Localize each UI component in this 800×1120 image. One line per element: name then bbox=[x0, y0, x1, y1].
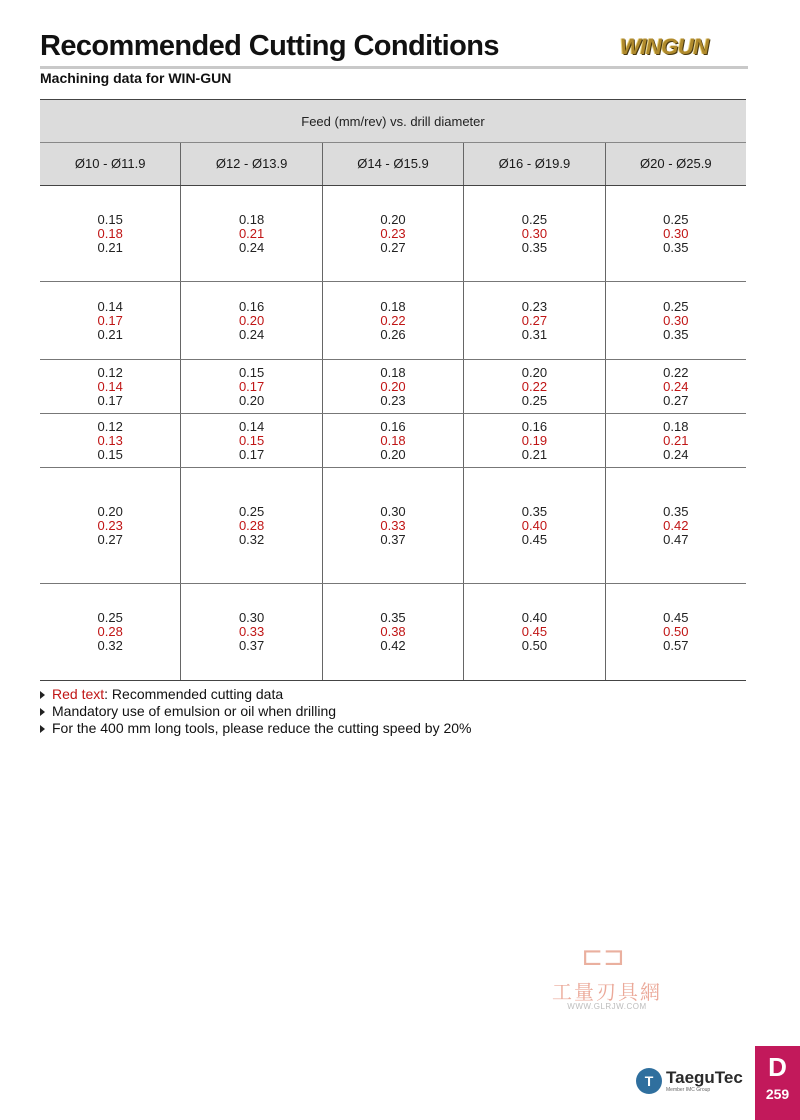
recommended-feed-value: 0.20 bbox=[238, 312, 265, 328]
feed-value: 0.25 bbox=[521, 211, 548, 227]
feed-value: 0.20 bbox=[521, 364, 548, 380]
feed-value: 0.35 bbox=[663, 326, 689, 342]
table-cell bbox=[606, 414, 746, 467]
recommended-feed-value: 0.28 bbox=[238, 517, 265, 533]
feed-value: 0.21 bbox=[97, 239, 123, 255]
page-number: 259 bbox=[765, 1086, 790, 1102]
watermark-logo-icon: ⊏⊐ bbox=[581, 942, 625, 972]
feed-value: 0.18 bbox=[663, 418, 689, 434]
feed-value: 0.42 bbox=[380, 638, 406, 653]
page-subtitle: Machining data for WIN-GUN bbox=[40, 70, 232, 86]
feed-value: 0.25 bbox=[663, 211, 689, 227]
table-cell bbox=[181, 360, 322, 413]
note-text: Mandatory use of emulsion or oil when drilling bbox=[52, 703, 337, 719]
feed-value: 0.45 bbox=[663, 610, 689, 625]
feed-value: 0.24 bbox=[238, 239, 265, 255]
recommended-feed-value: 0.28 bbox=[97, 624, 123, 639]
note-item bbox=[40, 720, 471, 737]
recommended-feed-value: 0.17 bbox=[97, 312, 123, 328]
feed-value: 0.32 bbox=[238, 531, 265, 547]
feed-value: 0.17 bbox=[238, 446, 265, 462]
feed-value: 0.12 bbox=[97, 418, 123, 434]
feed-value: 0.23 bbox=[521, 298, 548, 314]
recommended-feed-value: 0.30 bbox=[521, 225, 548, 241]
feed-value: 0.37 bbox=[380, 531, 406, 547]
red-text-label: Red text bbox=[52, 686, 105, 702]
recommended-feed-value: 0.18 bbox=[380, 432, 406, 448]
recommended-feed-value: 0.21 bbox=[663, 432, 689, 448]
feed-value: 0.16 bbox=[238, 298, 265, 314]
feed-value: 0.45 bbox=[521, 531, 548, 547]
notes-list bbox=[40, 686, 471, 737]
table-cell bbox=[40, 186, 181, 281]
table-row bbox=[40, 360, 746, 414]
recommended-feed-value: 0.50 bbox=[663, 624, 689, 639]
feed-value: 0.15 bbox=[97, 211, 123, 227]
feed-value: 0.25 bbox=[521, 392, 548, 408]
table-body bbox=[40, 186, 746, 680]
recommended-feed-value: 0.23 bbox=[380, 225, 406, 241]
brand-name: TaeguTec bbox=[666, 1067, 743, 1087]
feed-value: 0.21 bbox=[521, 446, 548, 462]
feed-value: 0.35 bbox=[380, 610, 406, 625]
table-cell bbox=[464, 282, 605, 359]
recommended-feed-value: 0.18 bbox=[97, 225, 123, 241]
feed-value: 0.47 bbox=[663, 531, 689, 547]
feed-value: 0.18 bbox=[238, 211, 265, 227]
column-header: Ø10 - Ø11.9 bbox=[40, 143, 181, 185]
table-cell bbox=[323, 468, 464, 583]
table-cell bbox=[181, 414, 322, 467]
feed-value: 0.20 bbox=[238, 392, 265, 408]
feed-value: 0.16 bbox=[521, 418, 548, 434]
feed-table bbox=[40, 99, 746, 681]
feed-value: 0.25 bbox=[663, 298, 689, 314]
table-cell bbox=[181, 468, 322, 583]
feed-value: 0.17 bbox=[97, 392, 123, 408]
table-cell bbox=[464, 468, 605, 583]
recommended-feed-value: 0.38 bbox=[380, 624, 406, 639]
feed-value: 0.24 bbox=[238, 326, 265, 342]
recommended-feed-value: 0.40 bbox=[521, 517, 548, 533]
feed-value: 0.35 bbox=[521, 239, 548, 255]
feed-value: 0.20 bbox=[380, 446, 406, 462]
table-row bbox=[40, 282, 746, 360]
feed-value: 0.35 bbox=[521, 503, 548, 519]
table-cell bbox=[323, 186, 464, 281]
table-cell bbox=[40, 360, 181, 413]
table-cell bbox=[464, 360, 605, 413]
section-tab bbox=[755, 1046, 800, 1120]
feed-value: 0.14 bbox=[238, 418, 265, 434]
bullet-arrow-icon bbox=[40, 691, 45, 699]
feed-value: 0.12 bbox=[97, 364, 123, 380]
bullet-arrow-icon bbox=[40, 725, 45, 733]
recommended-feed-value: 0.30 bbox=[663, 225, 689, 241]
bullet-arrow-icon bbox=[40, 708, 45, 716]
column-header: Ø12 - Ø13.9 bbox=[181, 143, 322, 185]
feed-value: 0.18 bbox=[380, 298, 406, 314]
table-cell bbox=[40, 584, 181, 680]
table-cell bbox=[181, 282, 322, 359]
column-header: Ø20 - Ø25.9 bbox=[640, 156, 712, 171]
feed-value: 0.20 bbox=[380, 211, 406, 227]
note-item bbox=[40, 703, 471, 720]
recommended-feed-value: 0.13 bbox=[97, 432, 123, 448]
column-header: Ø14 - Ø15.9 bbox=[323, 143, 464, 185]
feed-value: 0.25 bbox=[97, 610, 123, 625]
table-row bbox=[40, 186, 746, 282]
feed-value: 0.35 bbox=[663, 239, 689, 255]
watermark-text: 工量刃具網 bbox=[552, 980, 662, 1004]
table-cell bbox=[464, 584, 605, 680]
feed-value: 0.30 bbox=[238, 610, 265, 625]
recommended-feed-value: 0.33 bbox=[238, 624, 265, 639]
recommended-feed-value: 0.17 bbox=[238, 378, 265, 394]
feed-value: 0.27 bbox=[380, 239, 406, 255]
feed-value: 0.31 bbox=[521, 326, 548, 342]
feed-value: 0.16 bbox=[380, 418, 406, 434]
table-cell bbox=[40, 414, 181, 467]
feed-value: 0.57 bbox=[663, 638, 689, 653]
recommended-feed-value: 0.22 bbox=[521, 378, 548, 394]
recommended-feed-value: 0.20 bbox=[380, 378, 406, 394]
feed-value: 0.30 bbox=[380, 503, 406, 519]
taegutec-logo-icon: T bbox=[636, 1068, 662, 1094]
feed-value: 0.50 bbox=[521, 638, 548, 653]
recommended-feed-value: 0.21 bbox=[238, 225, 265, 241]
note-text: : Recommended cutting data bbox=[104, 686, 284, 702]
feed-value: 0.21 bbox=[97, 326, 123, 342]
table-caption: Feed (mm/rev) vs. drill diameter bbox=[40, 100, 746, 143]
page-title: Recommended Cutting Conditions bbox=[40, 30, 499, 62]
column-header: Ø16 - Ø19.9 bbox=[464, 143, 605, 185]
feed-value: 0.25 bbox=[238, 503, 265, 519]
note-text: For the 400 mm long tools, please reduce the cutting speed by 20% bbox=[52, 720, 472, 736]
feed-value: 0.22 bbox=[663, 364, 689, 380]
feed-value: 0.27 bbox=[97, 531, 123, 547]
recommended-feed-value: 0.24 bbox=[663, 378, 689, 394]
recommended-feed-value: 0.22 bbox=[380, 312, 406, 328]
table-cell bbox=[323, 282, 464, 359]
feed-value: 0.15 bbox=[97, 446, 123, 462]
recommended-feed-value: 0.19 bbox=[521, 432, 548, 448]
table-cell bbox=[323, 360, 464, 413]
table-cell bbox=[464, 414, 605, 467]
recommended-feed-value: 0.14 bbox=[97, 378, 123, 394]
feed-value: 0.23 bbox=[380, 392, 406, 408]
recommended-feed-value: 0.45 bbox=[521, 624, 548, 639]
table-cell bbox=[606, 282, 746, 359]
feed-value: 0.32 bbox=[97, 638, 123, 653]
table-cell bbox=[323, 584, 464, 680]
column-header-row bbox=[40, 143, 746, 186]
brand-subline: Member IMC Group bbox=[666, 1086, 711, 1093]
table-cell bbox=[464, 186, 605, 281]
recommended-feed-value: 0.33 bbox=[380, 517, 406, 533]
feed-value: 0.24 bbox=[663, 446, 689, 462]
title-divider bbox=[40, 66, 748, 69]
table-cell bbox=[606, 584, 746, 680]
table-cell bbox=[606, 186, 746, 281]
recommended-feed-value: 0.23 bbox=[97, 517, 123, 533]
recommended-feed-value: 0.15 bbox=[238, 432, 265, 448]
recommended-feed-value: 0.30 bbox=[663, 312, 689, 328]
feed-value: 0.20 bbox=[97, 503, 123, 519]
section-letter: D bbox=[768, 1052, 787, 1082]
table-row bbox=[40, 468, 746, 584]
table-cell bbox=[181, 584, 322, 680]
feed-value: 0.14 bbox=[97, 298, 123, 314]
feed-value: 0.35 bbox=[663, 503, 689, 519]
table-cell bbox=[606, 468, 746, 583]
recommended-feed-value: 0.27 bbox=[521, 312, 548, 328]
wingun-logo: WINGUN bbox=[620, 34, 709, 59]
table-row bbox=[40, 584, 746, 680]
feed-value: 0.15 bbox=[238, 364, 265, 380]
watermark-url: WWW.GLRJW.COM bbox=[567, 1002, 647, 1011]
table-cell bbox=[40, 468, 181, 583]
feed-value: 0.26 bbox=[380, 326, 406, 342]
feed-value: 0.37 bbox=[238, 638, 265, 653]
recommended-feed-value: 0.42 bbox=[663, 517, 689, 533]
table-row bbox=[40, 414, 746, 468]
taegutec-brand bbox=[636, 1068, 743, 1094]
table-cell bbox=[323, 414, 464, 467]
table-cell bbox=[606, 360, 746, 413]
note-item bbox=[40, 686, 471, 703]
table-cell bbox=[40, 282, 181, 359]
feed-value: 0.27 bbox=[663, 392, 689, 408]
feed-value: 0.18 bbox=[380, 364, 406, 380]
feed-value: 0.40 bbox=[521, 610, 548, 625]
table-cell bbox=[181, 186, 322, 281]
